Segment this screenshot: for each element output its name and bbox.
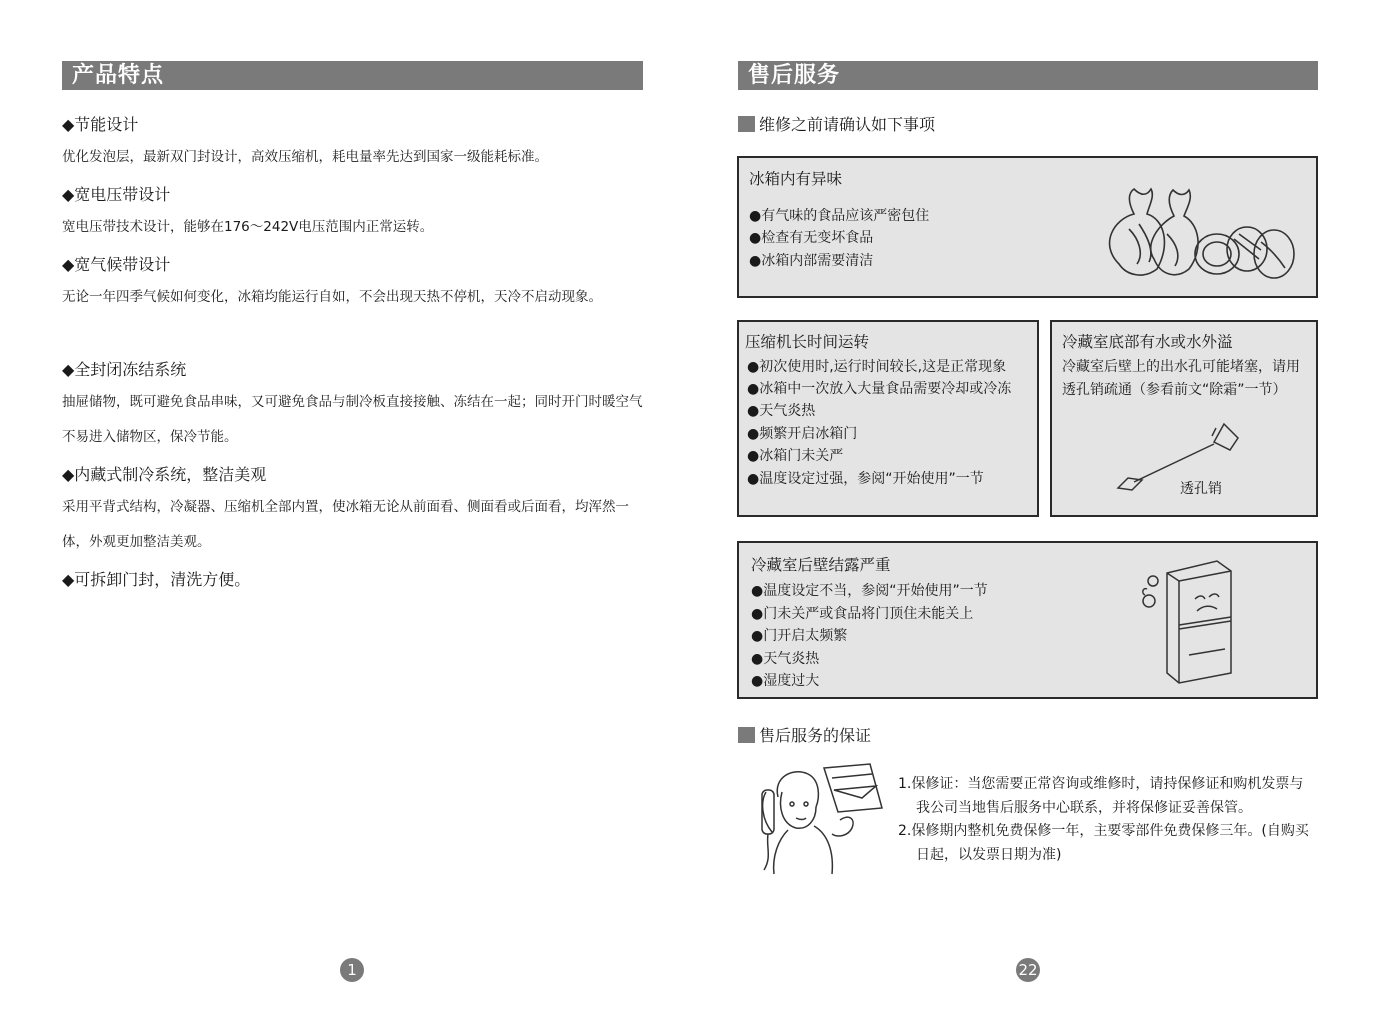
box-dew-item: ●天气炎热	[751, 651, 820, 667]
page-title-features: 产品特点	[62, 61, 643, 90]
page-number-right: 22	[1016, 958, 1040, 982]
box-compressor-item: ●温度设定过强，参阅“开始使用”一节	[747, 471, 984, 487]
guarantee-item: 1.保修证：当您需要正常咨询或维修时，请持保修证和购机发票与	[898, 776, 1304, 792]
box-compressor-item: ●冰箱门未关严	[747, 448, 844, 464]
box-water-text: 冷藏室后壁上的出水孔可能堵塞，请用透孔销疏通（参看前文“除霜”一节）	[1062, 359, 1300, 398]
box-odor-item: ●有气味的食品应该严密包住	[749, 208, 930, 224]
drain-pin-label: 透孔销	[1180, 481, 1222, 497]
section-square-icon	[738, 116, 755, 132]
wrapped-food-icon	[1099, 184, 1299, 284]
box-compressor-item: ●冰箱中一次放入大量食品需要冷却或冷冻	[747, 381, 1012, 397]
guarantee-item: 日起，以发票日期为准)	[916, 846, 1062, 863]
box-odor-title: 冰箱内有异味	[749, 170, 843, 188]
box-odor	[737, 156, 1318, 298]
refrigerator-icon	[1139, 555, 1249, 687]
box-water-title: 冷藏室底部有水或水外溢	[1062, 333, 1233, 351]
box-dew-title: 冷藏室后壁结露严重	[751, 556, 891, 574]
feature-heading: ◆宽电压带设计	[62, 185, 171, 204]
feature-text: 宽电压带技术设计，能够在176～242V电压范围内正常运转。	[62, 219, 434, 235]
feature-heading: ◆内藏式制冷系统，整洁美观	[62, 465, 267, 484]
box-compressor-item: ●频繁开启冰箱门	[747, 426, 858, 442]
guarantee-item: 2.保修期内整机免费保修一年，主要零部件免费保修三年。(自购买	[898, 823, 1309, 839]
box-compressor-item: ●天气炎热	[747, 403, 816, 419]
box-dew-item: ●门开启太频繁	[751, 628, 848, 644]
feature-text: 优化发泡层，最新双门封设计，高效压缩机，耗电量率先达到国家一级能耗标准。	[62, 149, 548, 165]
feature-text: 抽屉储物，既可避免食品串味，又可避免食品与制冷板直接接触、冻结在一起；同时开门时暖空气不易进入储物区，保冷节能。	[62, 394, 643, 445]
box-water	[1050, 320, 1318, 517]
drain-pin-icon	[1112, 420, 1242, 495]
feature-heading: ◆节能设计	[62, 115, 139, 134]
service-person-phone-icon	[748, 762, 888, 877]
box-odor-item: ●检查有无变坏食品	[749, 230, 874, 246]
feature-text: 采用平背式结构，冷凝器、压缩机全部内置，使冰箱无论从前面看、侧面看或后面看，均浑然一体，外观更加整洁美观。	[62, 499, 629, 550]
feature-heading: ◆可拆卸门封，清洗方便。	[62, 570, 251, 589]
box-dew-item: ●湿度过大	[751, 673, 820, 689]
page-title-service: 售后服务	[738, 61, 1318, 90]
feature-heading: ◆宽气候带设计	[62, 255, 171, 274]
box-compressor-title: 压缩机长时间运转	[745, 333, 870, 351]
box-dew	[737, 541, 1318, 699]
feature-heading: ◆全封闭冻结系统	[62, 360, 187, 379]
guarantee-item: 我公司当地售后服务中心联系，并将保修证妥善保管。	[916, 799, 1252, 816]
section-heading-check: 维修之前请确认如下事项	[738, 112, 935, 135]
page-number-left: 1	[340, 958, 364, 982]
feature-text: 无论一年四季气候如何变化，冰箱均能运行自如，不会出现天热不停机，天冷不启动现象。	[62, 289, 602, 305]
box-compressor	[737, 320, 1039, 517]
guarantee-text	[898, 773, 1338, 867]
box-odor-item: ●冰箱内部需要清洁	[749, 253, 874, 269]
section-square-icon	[738, 727, 755, 743]
section-heading-guarantee: 售后服务的保证	[738, 723, 871, 746]
box-dew-item: ●门未关严或食品将门顶住未能关上	[751, 606, 974, 622]
box-dew-item: ●温度设定不当，参阅“开始使用”一节	[751, 583, 988, 599]
box-compressor-item: ●初次使用时,运行时间较长,这是正常现象	[747, 359, 1007, 375]
